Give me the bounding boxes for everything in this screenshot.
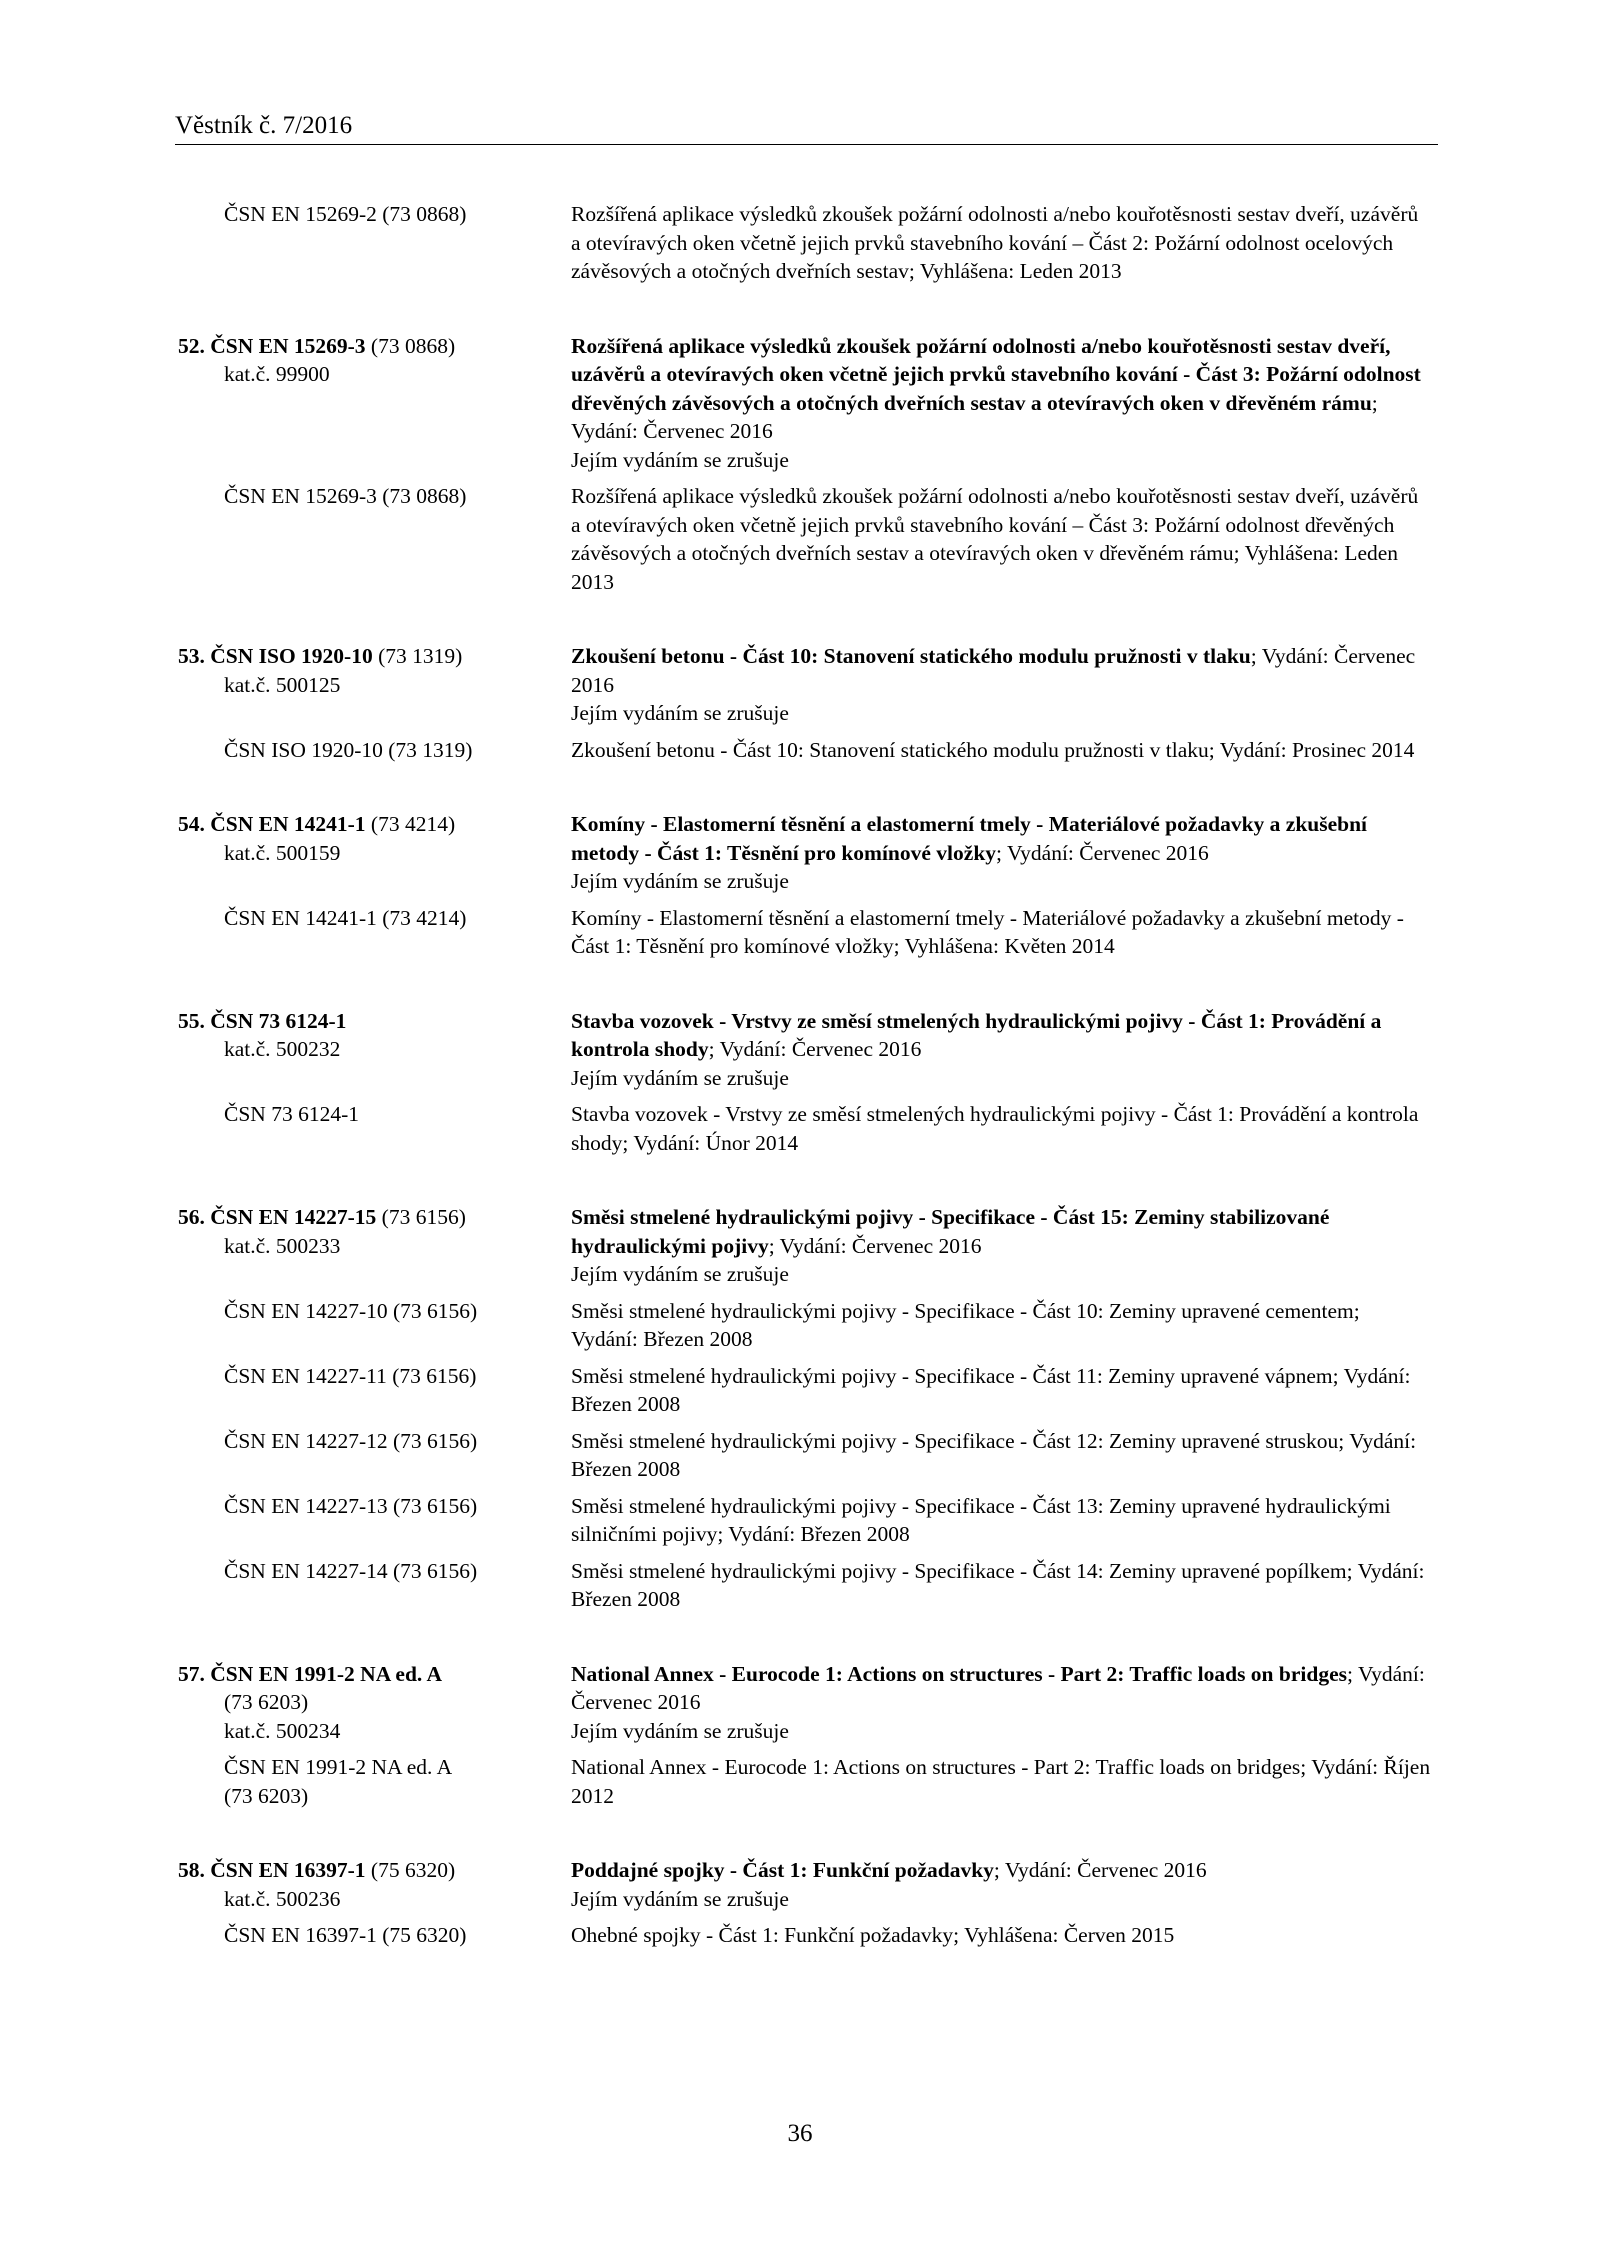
standard-code: ČSN ISO 1920-10 <box>210 644 373 668</box>
replaced-code: ČSN EN 14227-11 (73 6156) <box>224 1363 477 1388</box>
replaced-code-line: (73 6203) <box>224 1783 309 1808</box>
standard-code: ČSN EN 14241-1 <box>210 812 366 836</box>
classification-code: (73 4214) <box>365 812 456 836</box>
entry-number: 55. <box>178 1008 205 1033</box>
replaced-standard-row <box>178 1297 1438 1354</box>
replacement-note: Jejím vydáním se zrušuje <box>571 1262 789 1286</box>
standard-title: Rozšířená aplikace výsledků zkoušek požární odolnosti a/nebo kouřotěsnosti sestav dveří, uzávěrů a otevíravých oken včetně jejich prvků stavebního kování - Část 3: Požární odolnost dřevěných závěsových a otočných dveřních sestav a otevíravých oken v dřevěném rámu <box>571 333 1421 415</box>
new-standard-title <box>571 642 1431 728</box>
replaced-standard-row <box>178 904 1438 961</box>
catalog-number: kat.č. 500236 <box>224 1886 341 1911</box>
replaced-standard-row <box>178 1753 1438 1810</box>
new-standard-code <box>178 1660 563 1746</box>
standard-entry <box>178 1007 1438 1158</box>
replaced-title: Rozšířená aplikace výsledků zkoušek požární odolnosti a/nebo kouřotěsnosti sestav dveří, uzávěrů a otevíravých oken včetně jejich prvků stavebního kování – Část 3: Požární odolnost dřevěných závěsových a otočných dveřních sestav a otevíravých oken v dřevěném rámu; Vyhlášena: Leden 2013 <box>571 484 1419 594</box>
issue-date: ; Vydání: Červenec 2016 <box>996 840 1209 865</box>
classification-code: (73 1319) <box>372 644 463 668</box>
classification-code: (73 6203) <box>224 1690 309 1714</box>
replaced-standard-row <box>178 1921 1438 1950</box>
replaced-standard-row <box>178 1362 1438 1419</box>
page-number: 36 <box>787 2120 813 2147</box>
entry-number: 54. <box>178 812 205 836</box>
replaced-code: ČSN EN 14227-10 (73 6156) <box>224 1298 478 1323</box>
standard-title: Stavba vozovek - Vrstvy ze směsí stmelených hydraulickými pojivy - Část 1: Provádění a kontrola shody <box>571 1008 1382 1061</box>
replaced-code: ČSN 73 6124-1 <box>224 1102 359 1126</box>
standard-code: ČSN EN 1991-2 NA ed. A <box>210 1661 442 1686</box>
replacement-note: Jejím vydáním se zrušuje <box>571 1886 789 1911</box>
standard-entry <box>178 1660 1438 1811</box>
replaced-title: Zkoušení betonu - Část 10: Stanovení statického modulu pružnosti v tlaku; Vydání: Prosinec 2014 <box>571 737 1415 762</box>
catalog-number: kat.č. 500233 <box>224 1233 341 1258</box>
replaced-code: ČSN EN 15269-2 (73 0868) <box>224 202 467 226</box>
replaced-code: ČSN EN 14227-13 (73 6156) <box>224 1493 478 1518</box>
catalog-number: kat.č. 500232 <box>224 1037 341 1061</box>
catalog-number: kat.č. 99900 <box>224 362 330 386</box>
issue-date: ; Vydání: Červenec 2016 <box>768 1233 982 1258</box>
entry-number: 52. <box>178 333 205 358</box>
entry-number: 56. <box>178 1205 205 1229</box>
replaced-standard-row <box>178 1492 1438 1549</box>
new-standard-row <box>178 810 1438 896</box>
standard-entry <box>178 200 1438 286</box>
new-standard-title <box>571 1856 1431 1913</box>
classification-code: (73 6156) <box>376 1205 466 1229</box>
new-standard-row <box>178 1203 1438 1289</box>
new-standard-title <box>571 1007 1431 1093</box>
replaced-title: Směsi stmelené hydraulickými pojivy - Specifikace - Část 14: Zeminy upravené popílkem; Vydání: Březen 2008 <box>571 1558 1425 1611</box>
page-header <box>175 110 1438 145</box>
issue-date: ; Vydání: Červenec 2016 <box>708 1037 922 1061</box>
replacement-note: Jejím vydáním se zrušuje <box>571 447 789 472</box>
replaced-code: ČSN EN 14227-12 (73 6156) <box>224 1428 478 1453</box>
replaced-title: Rozšířená aplikace výsledků zkoušek požární odolnosti a/nebo kouřotěsnosti sestav dveří, uzávěrů a otevíravých oken včetně jejich prvků stavebního kování – Část 2: Požární odolnost ocelových závěsových a otočných dveřních sestav; Vyhlášena: Leden 2013 <box>571 202 1419 283</box>
standard-title: National Annex - Eurocode 1: Actions on structures - Part 2: Traffic loads on bridges <box>571 1661 1347 1686</box>
classification-code: (73 0868) <box>365 333 456 358</box>
replaced-title: Směsi stmelené hydraulickými pojivy - Specifikace - Část 11: Zeminy upravené vápnem; Vydání: Březen 2008 <box>571 1363 1411 1416</box>
catalog-number: kat.č. 500234 <box>224 1718 341 1743</box>
new-standard-code <box>178 1007 563 1093</box>
entry-number: 57. <box>178 1661 205 1686</box>
replaced-code-line: ČSN EN 1991-2 NA ed. A <box>224 1755 453 1779</box>
standard-code: ČSN EN 14227-15 <box>210 1205 377 1229</box>
replaced-title: Stavba vozovek - Vrstvy ze směsí stmelených hydraulickými pojivy - Část 1: Provádění a kontrola shody; Vydání: Únor 2014 <box>571 1102 1419 1155</box>
replacement-note: Jejím vydáním se zrušuje <box>571 1718 789 1743</box>
replaced-code <box>178 1753 563 1810</box>
journal-title: Věstník č. 7/2016 <box>175 112 353 139</box>
new-standard-row <box>178 332 1438 475</box>
issue-date: ; Vydání: Červenec 2016 <box>571 644 1416 697</box>
standard-code: ČSN EN 15269-3 <box>210 333 366 358</box>
issue-date: ; Vydání: Červenec 2016 <box>993 1858 1207 1882</box>
standards-list <box>178 200 1438 1996</box>
catalog-number: kat.č. 500125 <box>224 672 341 697</box>
replaced-standard-row <box>178 1427 1438 1484</box>
replaced-code: ČSN EN 14227-14 (73 6156) <box>224 1558 478 1583</box>
new-standard-code <box>178 1203 563 1289</box>
standard-entry <box>178 1203 1438 1614</box>
issue-date: ; Vydání: Červenec 2016 <box>571 390 1378 443</box>
replaced-standard-row <box>178 482 1438 596</box>
replacement-note: Jejím vydáním se zrušuje <box>571 1065 789 1090</box>
new-standard-row <box>178 1856 1438 1913</box>
new-standard-title <box>571 1203 1431 1289</box>
replaced-title: Směsi stmelené hydraulickými pojivy - Specifikace - Část 13: Zeminy upravené hydraulickými silničními pojivy; Vydání: Březen 2008 <box>571 1493 1391 1546</box>
replaced-title: Směsi stmelené hydraulickými pojivy - Specifikace - Část 12: Zeminy upravené struskou; Vydání: Březen 2008 <box>571 1428 1417 1481</box>
replaced-standard-row <box>178 736 1438 765</box>
new-standard-title <box>571 810 1431 896</box>
replacement-note: Jejím vydáním se zrušuje <box>571 701 789 725</box>
new-standard-row <box>178 642 1438 728</box>
new-standard-row <box>178 1660 1438 1746</box>
standard-code: ČSN 73 6124-1 <box>210 1008 347 1033</box>
standard-title: Směsi stmelené hydraulickými pojivy - Specifikace - Část 15: Zeminy stabilizované hydraulickými pojivy <box>571 1205 1330 1258</box>
standard-entry <box>178 810 1438 961</box>
new-standard-code <box>178 810 563 896</box>
replaced-code: ČSN ISO 1920-10 (73 1319) <box>224 737 473 762</box>
new-standard-code <box>178 1856 563 1913</box>
replaced-standard-row <box>178 200 1438 286</box>
replaced-title: Ohebné spojky - Část 1: Funkční požadavky; Vyhlášena: Červen 2015 <box>571 1923 1175 1947</box>
replaced-title: National Annex - Eurocode 1: Actions on structures - Part 2: Traffic loads on bridges; Vydání: Říjen 2012 <box>571 1755 1431 1808</box>
replaced-title: Směsi stmelené hydraulickými pojivy - Specifikace - Část 10: Zeminy upravené cementem; Vydání: Březen 2008 <box>571 1298 1360 1351</box>
standard-title: Zkoušení betonu - Část 10: Stanovení statického modulu pružnosti v tlaku <box>571 644 1251 668</box>
new-standard-title <box>571 332 1431 475</box>
new-standard-title <box>571 1660 1431 1746</box>
standard-title: Poddajné spojky - Část 1: Funkční požadavky <box>571 1858 994 1882</box>
issue-date: ; Vydání: Červenec 2016 <box>571 1661 1425 1714</box>
catalog-number: kat.č. 500159 <box>224 840 341 865</box>
classification-code: (75 6320) <box>365 1858 456 1882</box>
replaced-code: ČSN EN 14241-1 (73 4214) <box>224 905 467 930</box>
standard-entry <box>178 332 1438 597</box>
replaced-code: ČSN EN 15269-3 (73 0868) <box>224 484 467 508</box>
entry-number: 53. <box>178 644 205 668</box>
replaced-standard-row <box>178 1100 1438 1157</box>
standard-entry <box>178 642 1438 764</box>
standard-code: ČSN EN 16397-1 <box>210 1858 366 1882</box>
standard-entry <box>178 1856 1438 1950</box>
replaced-code: ČSN EN 16397-1 (75 6320) <box>224 1923 467 1947</box>
replaced-standard-row <box>178 1557 1438 1614</box>
new-standard-code <box>178 642 563 728</box>
entry-number: 58. <box>178 1858 205 1882</box>
standard-title: Komíny - Elastomerní těsnění a elastomerní tmely - Materiálové požadavky a zkušební metody - Část 1: Těsnění pro komínové vložky <box>571 812 1368 865</box>
replaced-title: Komíny - Elastomerní těsnění a elastomerní tmely - Materiálové požadavky a zkušební metody - Část 1: Těsnění pro komínové vložky; Vyhlášena: Květen 2014 <box>571 905 1404 958</box>
replacement-note: Jejím vydáním se zrušuje <box>571 869 789 893</box>
new-standard-row <box>178 1007 1438 1093</box>
new-standard-code <box>178 332 563 475</box>
